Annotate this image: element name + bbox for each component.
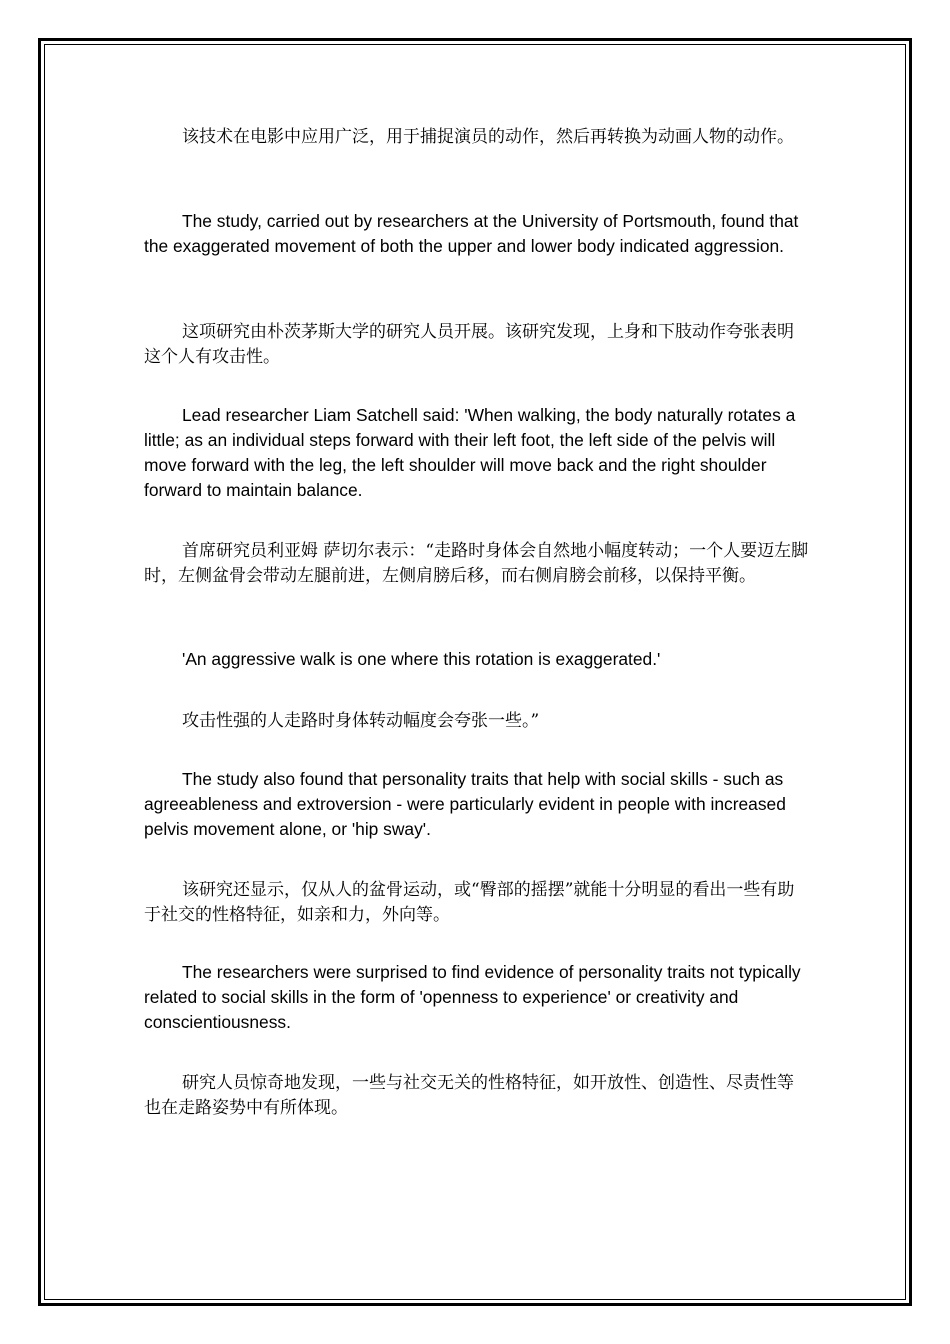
- paragraph-en-5: The researchers were surprised to find evidence of personality traits not typically related to social skills in the form of 'openness to experience' or creativity and conscientiousness.: [144, 962, 801, 1032]
- paragraph-zh-2: 这项研究由朴茨茅斯大学的研究人员开展。该研究发现，上身和下肢动作夸张表明这个人有攻击性。: [144, 322, 794, 367]
- paragraph-en-3: 'An aggressive walk is one where this rotation is exaggerated.': [182, 649, 661, 669]
- paragraph-en-2: Lead researcher Liam Satchell said: 'When walking, the body naturally rotates a little; as an individual steps forward with their left foot, the left side of the pelvis will move forward with the leg, the left shoulder will move back and the right shoulder forward to maintain balance.: [144, 405, 796, 500]
- paragraph-zh-1: 该技术在电影中应用广泛，用于捕捉演员的动作，然后再转换为动画人物的动作。: [182, 127, 794, 147]
- paragraph-zh-5: 该研究还显示，仅从人的盆骨运动，或“臀部的摇摆”就能十分明显的看出一些有助于社交的性格特征，如亲和力，外向等。: [144, 880, 795, 925]
- paragraph-zh-4: 攻击性强的人走路时身体转动幅度会夸张一些。”: [182, 711, 540, 731]
- paragraph-zh-3: 首席研究员利亚姆 萨切尔表示：“走路时身体会自然地小幅度转动；一个人要迈左脚时，左侧盆骨会带动左腿前进，左侧肩膀后移，而右侧肩膀会前移，以保持平衡。: [144, 541, 809, 586]
- paragraph-en-1: The study, carried out by researchers at the University of Portsmouth, found that the exaggerated movement of both the upper and lower body indicated aggression.: [144, 211, 799, 256]
- paragraph-en-4: The study also found that personality traits that help with social skills - such as agreeableness and extroversion - were particularly evident in people with increased pelvis movement alone, or 'hip sway'.: [144, 769, 786, 839]
- paragraph-zh-6: 研究人员惊奇地发现，一些与社交无关的性格特征，如开放性、创造性、尽责性等也在走路姿势中有所体现。: [144, 1073, 794, 1118]
